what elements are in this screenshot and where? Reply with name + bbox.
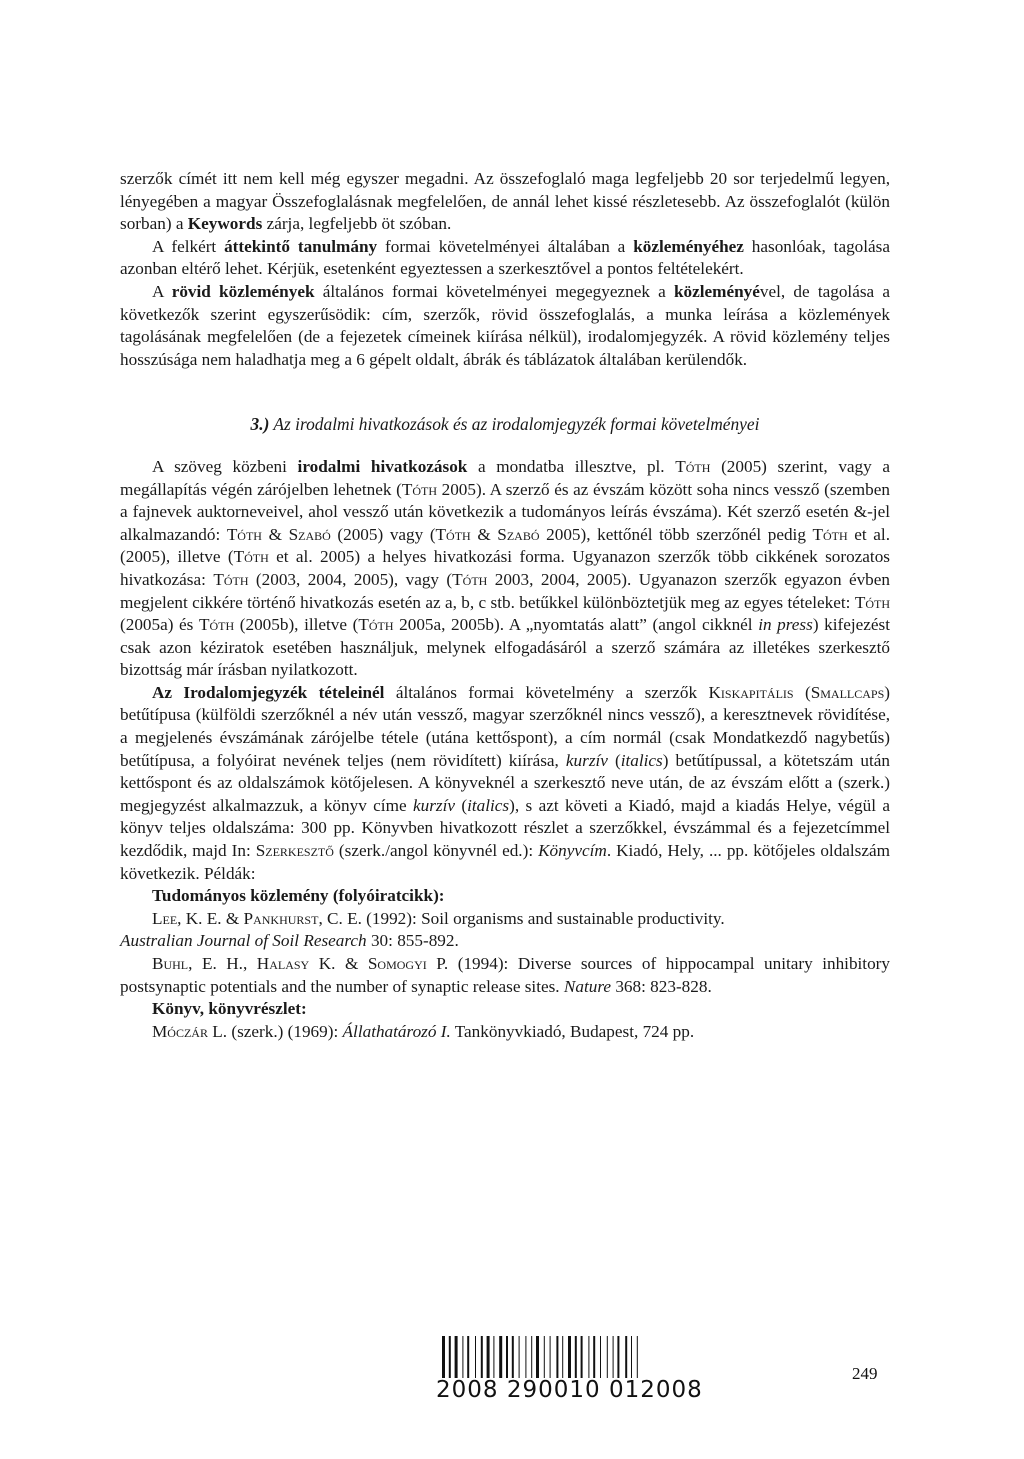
barcode-bar	[544, 1336, 545, 1378]
text-run: A szöveg közbeni	[152, 456, 298, 476]
author-smallcaps: Buhl	[152, 954, 189, 973]
text-run: et al. 2005) a helyes hivatkozási forma. Ugyanazon szerzők több cikkének sorozatos hivatkozása:	[120, 547, 890, 589]
text-run: hasonlóak, tagolása azonban eltérő lehet. Kérjük, esetenként egyeztessen a szerkesztővel a pontos feltételekért.	[120, 236, 890, 279]
barcode-bar	[550, 1336, 551, 1378]
section-number: 3.)	[250, 414, 270, 435]
author-smallcaps: Tóth	[198, 615, 235, 635]
author-smallcaps: Somogyi	[367, 954, 427, 973]
text-run: 368: 823-828.	[611, 976, 712, 996]
text-run: ) kifejezést csak azon kéziratok esetében használjuk, melynek elfogadásáról a szerző számára az illetékes szerkesztő bizottság már írásban nyilatkozott.	[120, 615, 890, 680]
journal-examples-heading: Tudományos közlemény (folyóiratcikk):	[152, 886, 445, 906]
author-smallcaps: Tóth	[233, 547, 269, 567]
text-run: 2005), kettőnél több szerzőnél pedig	[539, 524, 813, 544]
text-run: 2003, 2004, 2005). Ugyanazon szerzők egyazon évben megjelent cikkére történő hivatkozás esetén az a, b, c stb. betűkkel különböztetjük meg az egyes tételeket:	[120, 569, 890, 612]
text-run: (szerk./angol könyvnél ed.):	[333, 841, 539, 861]
text-run: 2005). A szerző és az évszám között soha nincs vessző (szemben a fajnevek auktorneveivel, ahol vessző után következik a tudományos leírás évszáma). Két szerző esetén &-jel alkalmazandó:	[120, 479, 890, 544]
text-run: , K. E. &	[177, 908, 244, 928]
text-run: zárja, legfeljebb öt szóban.	[262, 214, 452, 234]
bold-term: irodalmi hivatkozások	[297, 456, 468, 476]
text-run: et al. (2005), illetve (	[120, 524, 890, 567]
short-paper-paragraph	[120, 281, 890, 371]
text-run: . Kiadó, Hely, ... pp. kötőjeles oldalszám következik. Példák:	[120, 841, 891, 883]
barcode-bar	[588, 1336, 589, 1378]
barcode-bar	[525, 1336, 526, 1378]
text-run: (2005b), illetve (	[234, 615, 359, 635]
barcode-bar	[536, 1336, 539, 1378]
bold-term: Az Irodalomjegyzék tételeinél	[152, 682, 385, 702]
author-smallcaps: Tóth	[226, 524, 262, 544]
barcode-bar	[531, 1336, 532, 1378]
text-run: (	[454, 795, 468, 815]
author-smallcaps: Tóth	[213, 569, 249, 589]
barcode-bar	[467, 1336, 469, 1378]
text-run: ) betűtípussal, a kötetszám után kettőspont és az oldalszámok kötőjelesen. A könyveknél a szerkesztő neve után, de az évszám előtt a (szerk.) megjegyzést alkalmazzuk, a könyv címe	[120, 750, 890, 815]
author-smallcaps: Tóth	[812, 524, 848, 544]
barcode-bar	[607, 1336, 608, 1378]
reference-entry	[120, 908, 890, 953]
text-run: (2005) vagy (	[330, 524, 436, 544]
barcode-bar	[481, 1336, 483, 1378]
document-page	[120, 168, 890, 1043]
text-run: K. &	[309, 954, 368, 973]
barcode-bar	[562, 1336, 563, 1378]
author-smallcaps: Tóth	[854, 592, 890, 612]
barcode-bar	[568, 1336, 571, 1378]
text-run: (	[607, 750, 621, 770]
author-smallcaps: Móczár	[152, 1021, 208, 1041]
italic-term: in press	[758, 615, 813, 635]
author-smallcaps: Szabó	[497, 524, 540, 544]
text-run: , C. E. (1992): Soil organisms and sustainable productivity.	[318, 908, 725, 928]
author-smallcaps: Tóth	[675, 456, 711, 476]
barcode-bar	[593, 1336, 595, 1378]
smallcaps-term: Smallcaps	[810, 682, 885, 702]
text-run: általános formai követelmény a szerzők	[384, 682, 709, 702]
continuation-paragraph	[120, 168, 890, 236]
journal-title: Australian Journal of Soil Research	[120, 931, 367, 951]
section-title: Az irodalmi hivatkozások és az irodalomjegyzék formai követelményei	[269, 414, 760, 435]
italic-term: italics	[467, 795, 510, 815]
barcode-bar	[487, 1336, 490, 1378]
bold-term: közleményéhez	[633, 236, 744, 256]
text-run: ) betűtípusa (külföldi szerzőknél a név után vessző, magyar szerzőknél nincs vessző), a keresztnevek rövidítése, a megjelenés évszámának zárójelbe tétele (utána kettőspont), a cím normál (csak Mondatkezdő nagybetűs) betűtípusa, a folyóirat nevének teljes (nem rövidített) kiírása,	[120, 682, 890, 770]
barcode-bar	[637, 1336, 638, 1378]
barcode-bar	[600, 1336, 601, 1378]
citations-paragraph	[120, 456, 890, 682]
barcode-bar	[506, 1336, 508, 1378]
barcode-bar	[625, 1336, 627, 1378]
text-run: 30: 855-892.	[366, 931, 459, 951]
author-smallcaps: Tóth	[401, 479, 437, 499]
barcode-bar	[442, 1336, 445, 1378]
author-smallcaps: Tóth	[358, 615, 394, 635]
text-run: ), s azt követi a Kiadó, majd a kiadás Helye, végül a könyv teljes oldalszáma: 300 pp. Könyvben hivatkozott részlet a szerzőkkel, évszámmal és a fejezetcímmel kezdődik, majd In:	[120, 795, 890, 861]
barcode	[436, 1336, 766, 1406]
author-smallcaps: Tóth	[452, 569, 488, 589]
barcode-bar	[475, 1336, 476, 1378]
text-run: &	[261, 524, 289, 544]
barcode-bar	[455, 1336, 458, 1378]
italic-term: kurzív	[565, 750, 608, 770]
text-run: általános formai követelményei megegyeznek a	[314, 281, 674, 301]
reference-entry	[120, 953, 890, 998]
text-run: A	[152, 281, 172, 301]
barcode-bar	[617, 1336, 619, 1378]
italic-term: Könyvcím	[538, 841, 607, 861]
barcode-bar	[499, 1336, 502, 1378]
text-run: szerzők címét itt nem kell még egyszer megadni. Az összefoglaló maga legfeljebb 20 sor terjedelmű legyen, lényegében a magyar Összefoglalásnak megfelelően, de annál lehet kissé részletesebb. Az összefoglalót (külön sorban) a	[120, 169, 890, 234]
barcode-bar	[493, 1336, 494, 1378]
author-smallcaps: Halasy	[256, 954, 310, 973]
text-run: , E. H.,	[188, 954, 257, 973]
author-smallcaps: Pankhurst	[243, 908, 319, 928]
smallcaps-term: Kiskapitális	[708, 682, 794, 702]
barcode-bar	[613, 1336, 614, 1378]
text-run: A felkért	[152, 236, 225, 256]
bold-term: rövid közlemények	[171, 281, 315, 301]
keywords-term: Keywords	[187, 214, 263, 234]
smallcaps-term: Szerkesztő	[255, 841, 334, 861]
text-run: 2005a, 2005b). A „nyomtatás alatt” (angol cikknél	[393, 615, 759, 635]
text-run: (	[793, 682, 811, 702]
bold-term: közleményé	[673, 281, 760, 301]
barcode-bar	[581, 1336, 583, 1378]
bibliography-paragraph	[120, 682, 890, 885]
reference-entry	[120, 1021, 890, 1044]
text-run: vel, de tagolása a következők szerint egyszerűsödik: cím, szerzők, rövid összefoglalás, a munka leírása a közlemények tagolásának megfelelően (de a fejezetek címeinek kiírása nélkül), irodalomjegyzék. A rövid közlemény teljes hosszúsága nem haladhatja meg a 6 gépelt oldalt, ábrák és táblázatok általában kerülendők.	[120, 281, 890, 369]
italic-term: italics	[620, 750, 663, 770]
author-smallcaps: Tóth	[435, 524, 471, 544]
barcode-bar	[462, 1336, 463, 1378]
text-run: Tankönyvkiadó, Budapest, 724 pp.	[450, 1021, 695, 1041]
barcode-bar	[519, 1336, 520, 1378]
bold-term: áttekintő tanulmány	[224, 236, 378, 256]
author-smallcaps: Szabó	[288, 524, 331, 544]
barcode-bars	[436, 1336, 766, 1380]
book-examples-heading: Könyv, könyvrészlet:	[152, 999, 307, 1019]
text-run: (2005) szerint, vagy a megállapítás végén zárójelben lehetnek (	[120, 456, 891, 499]
text-run: a mondatba illesztve, pl.	[467, 456, 676, 476]
text-run: &	[470, 524, 498, 544]
text-run: formai követelményei általában a	[377, 236, 634, 256]
review-paragraph	[120, 236, 890, 281]
barcode-bar	[575, 1336, 577, 1378]
barcode-bar	[449, 1336, 451, 1378]
text-run: (2003, 2004, 2005), vagy (	[248, 569, 453, 589]
text-run: (2005a) és	[120, 615, 199, 635]
italic-term: kurzív	[412, 795, 455, 815]
text-run: L. (szerk.) (1969):	[207, 1021, 343, 1041]
page-number: 249	[852, 1364, 878, 1383]
section-heading	[120, 413, 890, 436]
text-run: P. (1994): Diverse sources of hippocampal unitary inhibitory postsynaptic potentials and the number of synaptic release sites.	[120, 954, 890, 996]
barcode-digits: 2008 290010 012008	[436, 1377, 703, 1403]
barcode-bar	[631, 1336, 632, 1378]
journal-title: Nature	[563, 976, 612, 996]
author-smallcaps: Lee	[152, 908, 178, 928]
barcode-bar	[556, 1336, 558, 1378]
barcode-bar	[512, 1336, 514, 1378]
book-title: Állathatározó I.	[342, 1021, 451, 1041]
